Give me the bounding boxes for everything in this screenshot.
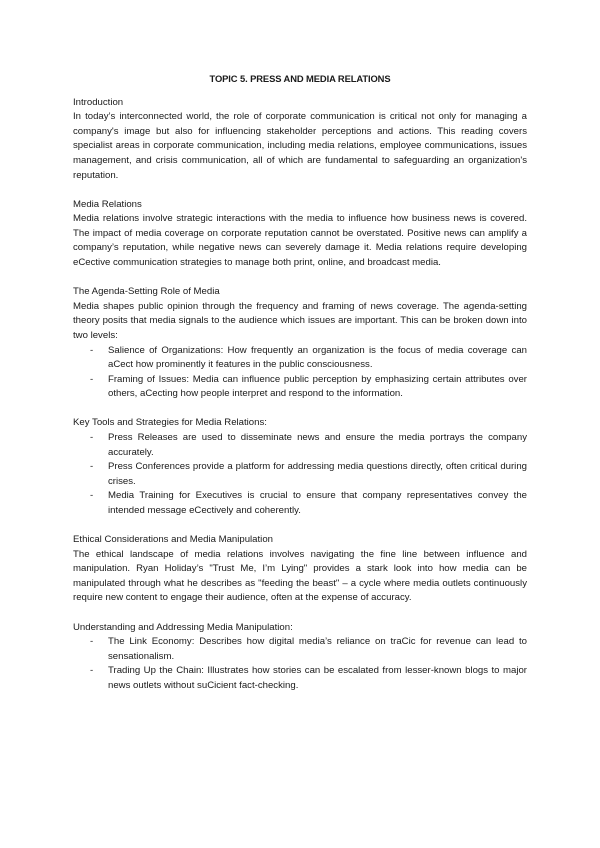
section-paragraph: Media relations involve strategic interactions with the media to influence how business news is covered. The impact of media coverage on corporate reputation cannot be overstated. Positive news can amplify a company’s reputation, while negative news can severely damage it. Media relations require developing eCective communication strategies to manage both print, online, and broadcast media. <box>73 213 527 269</box>
bullet-text: Media Training for Executives is crucial to ensure that company representatives convey the intended message eCectively and coherently. <box>108 490 527 516</box>
bullet-item <box>73 664 527 693</box>
section-paragraph: In today’s interconnected world, the role of corporate communication is critical not only for managing a company's image but also for influencing stakeholder perceptions and actions. This reading covers specialist areas in corporate communication, including media relations, employee communications, issues management, and crisis communication, all of which are fundamental to safeguarding an organization's reputation. <box>73 111 527 181</box>
document-title: TOPIC 5. PRESS AND MEDIA RELATIONS <box>209 73 391 84</box>
bullet-text: The Link Economy: Describes how digital media’s reliance on traCic for revenue can lead to sensationalism. <box>108 636 527 662</box>
section-heading: Introduction <box>73 96 124 108</box>
dash-bullet-icon: - <box>90 461 94 473</box>
section-introduction <box>73 96 527 184</box>
bullet-list <box>73 344 527 402</box>
document-page <box>73 72 527 708</box>
section-paragraph: Media shapes public opinion through the frequency and framing of news coverage. The agenda-setting theory posits that media signals to the audience which issues are important. This can be broken down into two levels: <box>73 300 527 341</box>
bullet-item <box>73 460 527 489</box>
bullet-text: Framing of Issues: Media can influence public perception by emphasizing certain attributes over others, aCecting how people interpret and respond to the information. <box>108 373 527 400</box>
section-media-manipulation <box>73 621 527 694</box>
dash-bullet-icon: - <box>90 636 94 648</box>
section-ethical-considerations <box>73 533 527 606</box>
dash-bullet-icon: - <box>90 490 94 502</box>
section-heading: The Agenda-Setting Role of Media <box>73 286 220 298</box>
section-key-tools <box>73 416 527 518</box>
bullet-item <box>73 373 527 402</box>
bullet-text: Salience of Organizations: How frequently an organization is the focus of media coverage can aCect how prominently it features in the public consciousness. <box>108 344 527 371</box>
bullet-text: Trading Up the Chain: Illustrates how stories can be escalated from lesser-known blogs to major news outlets without suCicient fact-checking. <box>108 665 527 691</box>
bullet-item <box>73 489 527 518</box>
section-heading: Ethical Considerations and Media Manipulation <box>73 534 273 546</box>
dash-bullet-icon: - <box>90 431 94 443</box>
dash-bullet-icon: - <box>90 665 94 677</box>
bullet-list <box>73 431 527 519</box>
section-media-relations <box>73 198 527 271</box>
bullet-text: Press Conferences provide a platform for addressing media questions directly, often critical during crises. <box>108 461 527 487</box>
bullet-item <box>73 635 527 664</box>
section-heading: Key Tools and Strategies for Media Relations: <box>73 417 267 429</box>
section-heading: Understanding and Addressing Media Manipulation: <box>73 621 293 633</box>
section-paragraph: The ethical landscape of media relations involves navigating the fine line between influence and manipulation. Ryan Holiday’s "Trust Me, I’m Lying" provides a stark look into how media can be manipulated through what he describes as "feeding the beast" – a cycle where media outlets continuously require new content to engage their audience, often at the expense of accuracy. <box>73 548 527 604</box>
bullet-list <box>73 635 527 693</box>
bullet-item <box>73 344 527 373</box>
dash-bullet-icon: - <box>90 373 94 385</box>
dash-bullet-icon: - <box>90 344 94 356</box>
bullet-item <box>73 431 527 460</box>
section-heading: Media Relations <box>73 198 142 210</box>
bullet-text: Press Releases are used to disseminate news and ensure the media portrays the company accurately. <box>108 431 527 458</box>
section-agenda-setting <box>73 285 527 402</box>
